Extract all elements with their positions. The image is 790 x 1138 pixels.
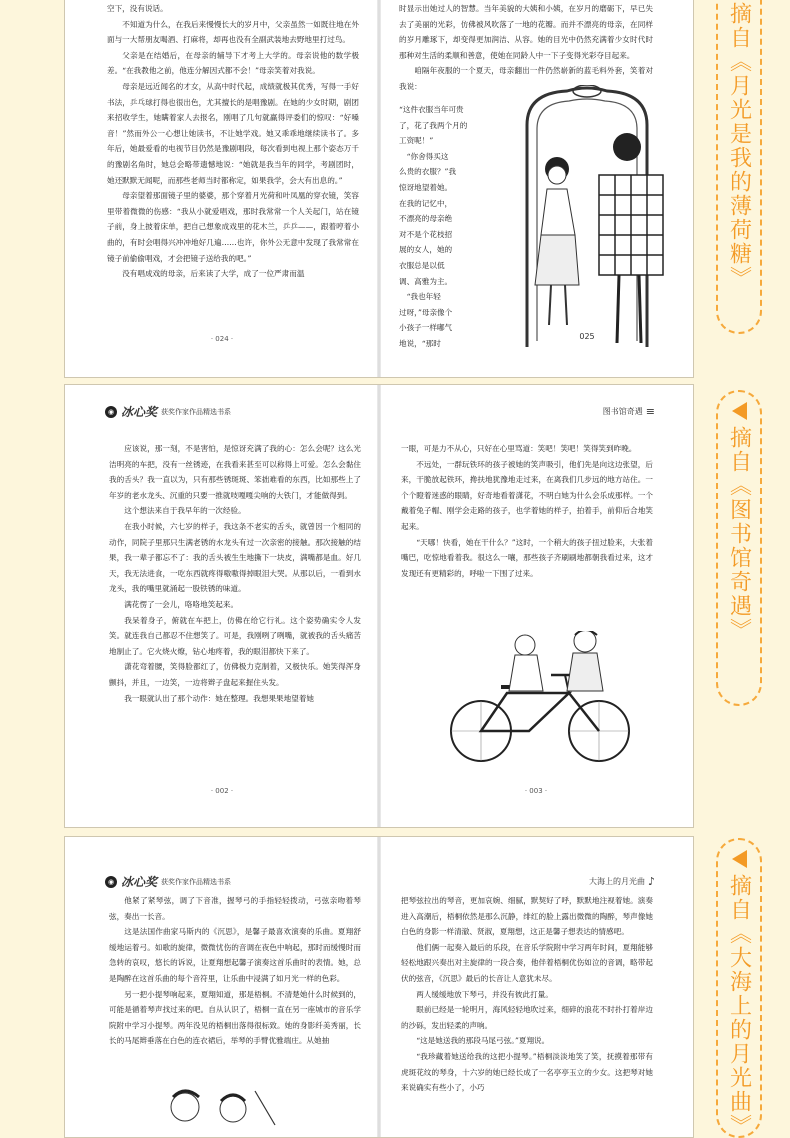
paragraph: 没有唱成戏的母亲，后来读了大学，成了一位严肃而温 [122, 269, 305, 279]
series-header [105, 403, 231, 420]
book-stack-icon: ≡ [645, 405, 655, 418]
spread1-right-narrow-column [399, 102, 485, 352]
page-number: 025 [579, 332, 595, 341]
paragraph: 我呆着身子，俯就在车把上，仿佛在给它行礼。这个姿势确实令人发笑。就连我自己都忍不住想笑了。可是，我刚咧了咧嘴，就被我的舌头痛苦地制止了。它火烧火燎，钻心地疼着，我的眼泪都快下来了。 [109, 615, 361, 656]
paragraph: “我珍藏着她送给我的这把小提琴。”梧桐淡淡地笑了笑，抚摸着那带有虎斑花纹的琴身，十六岁的她已经长成了一名亭亭玉立的少女。这把琴对她来说确实有些小了，小巧 [401, 1051, 653, 1093]
spread1-left-text [107, 1, 359, 282]
page-number: · 003 · [524, 787, 548, 795]
paragraph: 空下，没有说话。 [107, 4, 168, 13]
violinist-icon: ♪ [647, 875, 655, 888]
mirror-illustration [487, 85, 687, 355]
source-tab-3 [716, 838, 762, 1138]
spread2-right-text [401, 441, 653, 581]
series-name: 获奖作家作品精选书系 [161, 877, 232, 886]
paragraph: 应该说，那一刻，不是害怕，是惊讶充满了我的心：怎么会呢？这么光洁明亮的车把，没有一丝锈迹，在我看来甚至可以称得上可爱。怎么会黏住我的舌头？我一直以为，只有那些锈斑斑、笨拙难看的东西，比如那些上了年岁的老水龙头、沉重的只要一推就吱嘎嘎尖响的大铁门，才能做得到。 [109, 444, 361, 500]
spread1-left-page [65, 0, 380, 377]
paragraph: 另一把小提琴响起来，夏翔知道，那是梧桐。不清楚她什么时候到的，可能是循着琴声找过来的吧。自从认识了，梧桐一直在另一座城市的音乐学院附中学习小提琴。两年没见的梧桐出落得很标致。她的身影纤美秀丽，长长的马尾辫垂落在白色的连衣裙后，举琴的手臂优雅端庄。从她抽 [109, 989, 361, 1046]
paragraph: 两人缓缓地放下琴弓，并没有彼此打量。 [416, 989, 553, 999]
paragraph: 把琴弦拉出的琴音，更加哀婉、细腻，默契好了呼，默默地注视着她。演奏进入高潮后，梧桐依然是那么沉静，绯红的脸上露出微微的陶醉，琴声像她白色的身影一样清澈、贤淑，夏翔想，这正是馨子想表达的情感吧。 [401, 896, 653, 937]
paragraph: 满花愣了一会儿，咯咯地笑起来。 [124, 599, 239, 609]
text-line: “这件衣服当年可贵 [399, 105, 464, 114]
spread1-right-text [399, 1, 653, 95]
spread2-left-text [109, 441, 361, 706]
paragraph: 咱隔年夜服的一个夏天，母亲翻出一件仍然崭新的蓝毛料外套，笑着对我说： [399, 66, 653, 91]
chapter-header [603, 405, 655, 418]
text-line: 过呀，”母亲像个 [399, 307, 453, 317]
chapter-title: 大海上的月光曲 [588, 877, 645, 886]
paragraph: 一眼，可是力不从心，只好在心里骂道：笑吧！笑吧！笑得笑到昨晚。 [401, 444, 637, 453]
spread2-left-page [65, 385, 380, 827]
paragraph: 不知道为什么，在我后来慢慢长大的岁月中，父亲虽然一如既往地在外面与一大帮朋友喝酒、打麻将，却再也没有全副武装地去野地里打过鸟。 [107, 19, 359, 45]
source-tab-1 [716, 0, 762, 334]
violin-kids-illustration [145, 1085, 285, 1135]
text-line: 地说，“那时 [399, 338, 441, 348]
spread3-right-text [401, 893, 653, 1096]
source-tab-label: 摘自《月光是我的薄荷糖》 [726, 2, 752, 290]
page-number: · 002 · [210, 787, 234, 795]
text-line: 对不是个花枝招 [399, 229, 453, 239]
text-line: “你舍得买这 [406, 151, 449, 161]
paragraph: 母亲望着那面镜子里的婆婆，那个穿着月光荷和叶凤凰的穿衣镜，笑容里带着微微的伤感：“我从小就爱唱戏，那时我常常一个人关起门，站在镜子前，身上披着床单，把自己想象成戏里的花木兰，乒乒——，跟着哼着小曲的，有时会唱得兴冲冲地好几遍……也许，你外公无意中发现了我常常在镜子前偷偷唱戏，才会把镜子送给我的吧。” [107, 191, 359, 263]
text-line: 展的女人，她的 [399, 245, 453, 255]
paragraph: 潇花弯着腰，笑得脸都红了，仿佛极力克制着，又极快乐。她笑得浑身颤抖，并且，一边笑，一边将辫子盘起来握住头发。 [109, 662, 361, 687]
spread3-right-page [379, 837, 693, 1137]
text-line: 在我的记忆中， [399, 198, 453, 208]
spread3-left-text [109, 893, 361, 1049]
text-line: 不漂亮的母亲绝 [399, 214, 453, 224]
text-line: “我也年轻 [406, 292, 441, 302]
text-line: 工资呢！” [399, 136, 434, 146]
arrow-left-icon [732, 402, 747, 420]
text-line: 么贵的衣服？”我 [399, 167, 457, 177]
page-number: · 024 · [210, 335, 234, 343]
source-tab-label: 摘自《图书馆奇遇》 [726, 426, 752, 642]
spread1-right-page [379, 0, 693, 377]
source-tab-label: 摘自《大海上的月光曲》 [726, 874, 752, 1138]
series-logo-text: 冰心奖 [121, 875, 158, 889]
paragraph: 这是法国作曲家马斯内的《沉思》，是馨子最喜欢演奏的乐曲。夏翔舒缓地运着弓。如歌的旋律，微微忧伤的音调在夜色中响起，那时而缓慢时而急转的哀叹，悠长的诉说，让夏翔想起馨子演奏这首乐曲时的表情。她，总是陶醉在这首乐曲的每个音符里，让乐曲中浸满了如月光一样的色彩。 [109, 927, 361, 983]
book-spread-1 [64, 0, 694, 378]
spread3-left-page [65, 837, 380, 1137]
text-line: 衣服总是以低 [399, 260, 445, 270]
paragraph: 眼前已经是一轮明月，海风轻轻地吹过来，细碎的浪花不时扑打着岸边的沙砾，发出轻柔的声响。 [401, 1005, 653, 1030]
source-tab-2 [716, 390, 762, 706]
series-logo-icon: ◉ [105, 406, 117, 418]
chapter-title: 图书馆奇遇 [602, 407, 643, 416]
paragraph: 他紧了紧琴弦，调了下音准，握琴弓的手指轻轻拨动，弓弦亲吻着琴弦，奏出一长音。 [109, 896, 361, 921]
book-spread-2 [64, 384, 694, 828]
paragraph: 我一眼就认出了那个动作：她在整理。我想果果地望着她 [124, 693, 315, 703]
series-logo-text: 冰心奖 [121, 405, 158, 419]
bicycle-illustration [439, 631, 639, 771]
spread2-right-page [379, 385, 693, 827]
series-logo-icon: ◉ [105, 876, 117, 888]
paragraph: 不远处，一群玩铁环的孩子被她的笑声吸引，他们先是向这边张望，后来，干脆放起铁环，搀扶地犹豫地走过来，在离我们几步远的地方站住。一个个瞪着迷惑的眼睛，好奇地看着潇花，不明白她为什么会乐成那样。一个戴着兔子帽、刚学会走路的孩子，也学着她的样子，拍着手，前仰后合地笑起来。 [401, 459, 653, 531]
series-header [105, 873, 231, 890]
text-line: 调、高雅为主。 [399, 276, 453, 286]
paragraph: 母亲是远近闻名的才女，从高中时代起，成绩就极其优秀，写得一手好书法，乒乓球打得也很出色，尤其擅长的是唱豫剧。在她的少女时期，剧团来招收学生，她瞒着家人去报名，刚唱了几句就赢得评委们的惊叹：“好嗓音！”然而外公一心想让她读书，不让她学戏。她又乖乖地继续读书了。多年后，她最爱看的电视节目仍然是豫剧唱段，每次看到电视上那个姿态万千的豫剧名角时，她总会略带遗憾地说：“她就是我当年的同学，考剧团时，她还默默无闻呢，而那些老师当时都称定，如果我学，会大有出息的。” [107, 81, 359, 185]
series-name: 获奖作家作品精选书系 [161, 407, 232, 416]
book-spread-3 [64, 836, 694, 1138]
text-line: 惊讶地望着她。 [399, 182, 453, 192]
paragraph: 在我小时候，六七岁的样子，我这条不老实的舌头，就曾因一个相同的动作，同院子里那只生满老锈的水龙头有过一次亲密的接触。那次接触的结果，我一辈子都忘不了：我的舌头被生生地撕下一块皮，满嘴都是血。好几天，我无法进食，一吃东西就疼得嗷嗷得掉眼泪大哭。从那以后，一看到水龙头，我的嘴里就涌起一股铁锈的味道。 [109, 521, 361, 594]
paragraph: 这个想法来自于我早年的一次经验。 [124, 506, 246, 516]
paragraph: “这是她送我的那段马尾弓弦。”夏翔说。 [416, 1036, 550, 1046]
text-line: 小孩子一样嘟气 [399, 323, 453, 333]
paragraph: “天哪！快看，她在干什么？”这时，一个稍大的孩子扭过脸来，大张着嘴巴，吃惊地看着我。很这么一嚷，那些孩子齐刷刷地都朝我看过来，这才发现还有更精彩的，呼啦一下围了过来。 [401, 537, 653, 578]
arrow-left-icon [732, 850, 747, 868]
paragraph: 他们俩一起奏入最后的乐段，在音乐学院附中学习两年时间，夏翔能够轻松地跟兴奏出对主旋律的一段合奏，他伴着梧桐优伤如泣的音调，略带起伏的弦音，《沉思》最后的长音让人意犹未尽。 [401, 942, 653, 983]
paragraph: 父亲是在结婚后，在母亲的辅导下才考上大学的。母亲说他的数学极差。“在我教他之前，他连分解因式都不会！”母亲笑着对我说。 [107, 50, 359, 76]
text-line: 了，花了我两个月的 [399, 120, 468, 130]
paragraph: 时显示出她过人的智慧。当年美貌的大姨和小姨，在岁月的磨砺下，早已失去了美丽的光彩，仿佛被风吹落了一地的花瓣。而并不漂亮的母亲，在同样的岁月雕琢下，却变得更加润洁、从容。她的目光中仍然充满着少女时代时那种对生活的柔顺和善意，使她在同龄人中一下子变得光彩夺目起来。 [399, 4, 653, 60]
chapter-header [589, 875, 655, 888]
